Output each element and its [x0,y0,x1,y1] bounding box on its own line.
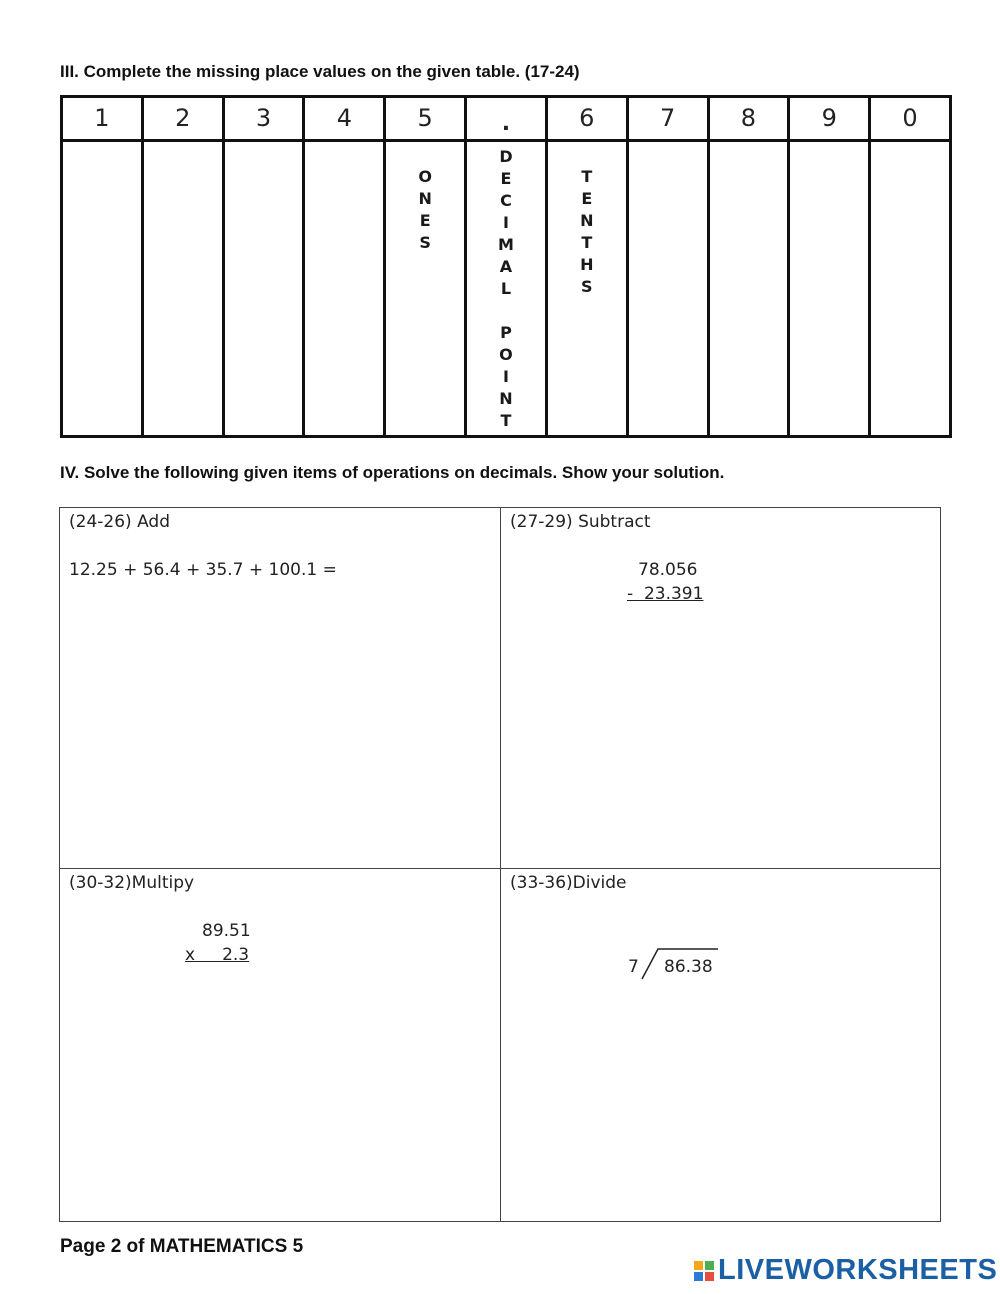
logo-square [694,1272,703,1281]
decimal-point-label: D E C I M A L P O I N T [498,146,514,430]
page-footer: Page 2 of MATHEMATICS 5 [60,1236,304,1257]
divide-box[interactable] [501,869,941,1221]
logo-icon [694,1261,714,1281]
digit-cell: 2 [142,97,223,141]
answer-cell-8[interactable] [627,140,708,437]
ones-cell [385,140,466,437]
operations-grid [59,507,941,1222]
logo-square [694,1261,703,1270]
digit-cell: 3 [223,97,304,141]
digit-cell: 9 [789,97,870,141]
subtract-label: (27-29) Subtract [510,512,651,532]
multiply-label: (30-32)Multipy [69,873,195,893]
divide-label: (33-36)Divide [510,873,627,893]
place-value-table [60,95,952,438]
section-4-heading: IV. Solve the following given items of operations on decimals. Show your solution. [60,463,725,482]
logo-square [705,1272,714,1281]
add-problem: 12.25 + 56.4 + 35.7 + 100.1 = [69,560,337,580]
digit-cell: 8 [708,97,789,141]
decimal-point-cell [466,97,547,141]
logo-square [705,1261,714,1270]
multiply-multiplicand: 89.51 [202,921,251,941]
add-box[interactable] [60,508,501,869]
decimal-point: . [501,111,511,137]
subtract-subtrahend: - 23.391 [627,584,704,604]
answer-cell-9[interactable] [708,140,789,437]
subtract-minuend: 78.056 [638,560,698,580]
answer-cell-3[interactable] [223,140,304,437]
divide-dividend: 86.38 [664,957,713,977]
answer-cell-11[interactable] [870,140,951,437]
digit-cell: 1 [62,97,143,141]
section-3-heading: III. Complete the missing place values on the given table. (17-24) [60,62,580,81]
digit-cell: 0 [870,97,951,141]
answer-cell-10[interactable] [789,140,870,437]
brand-name: LIVEWORKSHEETS [718,1254,998,1286]
add-label: (24-26) Add [69,512,170,532]
divide-divisor: 7 [628,957,639,977]
multiply-multiplier: x 2.3 [185,945,250,965]
digit-cell: 5 [385,97,466,141]
answer-cell-4[interactable] [304,140,385,437]
subtract-box[interactable] [501,508,941,869]
liveworksheets-logo [694,1254,997,1287]
place-value-row [62,140,951,437]
decimal-point-label-cell [466,140,547,437]
ones-label: O N E S [418,166,432,252]
answer-cell-2[interactable] [142,140,223,437]
answer-cell-1[interactable] [62,140,143,437]
tenths-label: T E N T H S [580,166,594,296]
digits-row [62,97,951,141]
multiply-box[interactable] [60,869,501,1221]
tenths-cell [546,140,627,437]
digit-cell: 6 [546,97,627,141]
digit-cell: 4 [304,97,385,141]
digit-cell: 7 [627,97,708,141]
